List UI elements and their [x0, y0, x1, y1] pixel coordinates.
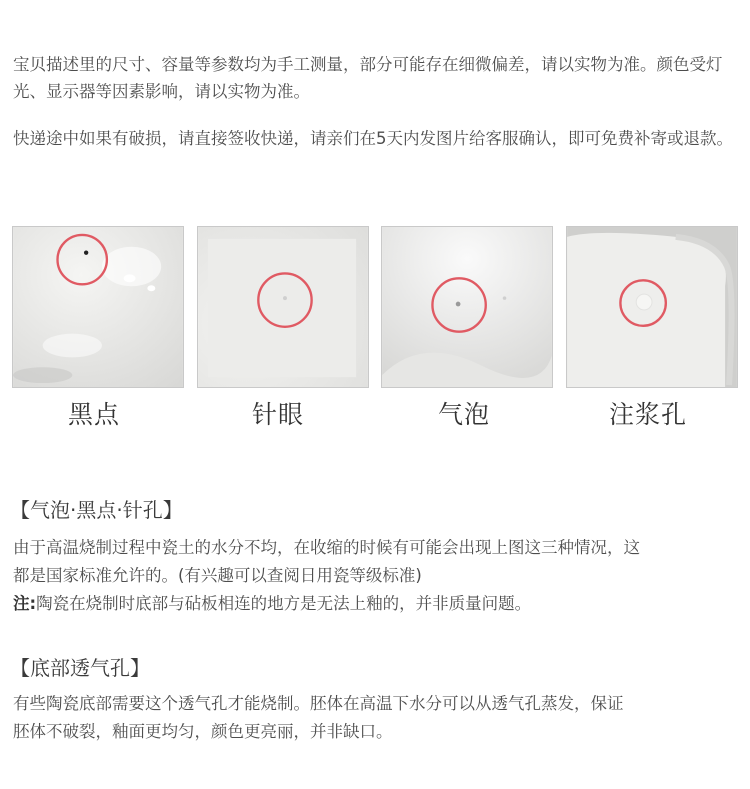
section-body-vent-hole: [13, 690, 739, 746]
section-heading-vent-hole: 【底部透气孔】: [10, 656, 150, 680]
body-line: 胚体不破裂，釉面更均匀，颜色更亮丽，并非缺口。: [13, 722, 393, 741]
body-line: 由于高温烧制过程中瓷土的水分不均，在收缩的时候有可能会出现上图这三种情况，这: [13, 538, 640, 557]
body-line: 都是国家标准允许的。(有兴趣可以查阅日用瓷等级标准): [13, 566, 422, 585]
bubble-caption: 气泡: [437, 400, 490, 429]
defect-photo-row: [0, 218, 750, 390]
black-spot-photo: [12, 226, 184, 388]
intro-paragraph-shipping: 快递途中如果有破损，请直接签收快递，请亲们在5天内发图片给客服确认，即可免费补寄或退款。: [13, 129, 733, 148]
bubble-photo: [381, 226, 553, 388]
grouting-hole-caption: 注浆孔: [608, 400, 687, 429]
section-heading-bubbles-spots: 【气泡·黑点·针孔】: [10, 498, 183, 522]
pinhole-caption: 针眼: [251, 400, 304, 429]
note-text: 陶瓷在烧制时底部与砧板相连的地方是无法上釉的，并非质量问题。: [36, 594, 532, 613]
section-body-bubbles-spots: [13, 534, 739, 618]
note-label: 注:: [13, 594, 37, 613]
black-spot-caption: 黑点: [67, 400, 120, 429]
body-line: 有些陶瓷底部需要这个透气孔才能烧制。胚体在高温下水分可以从透气孔蒸发，保证: [13, 694, 624, 713]
intro-paragraph-measurement: 宝贝描述里的尺寸、容量等参数均为手工测量，部分可能存在细微偏差，请以实物为准。颜色受灯光、显示器等因素影响，请以实物为准。: [13, 55, 723, 101]
grouting-hole-photo: [566, 226, 738, 388]
pinhole-photo: [197, 226, 369, 388]
note-line: [13, 590, 739, 618]
